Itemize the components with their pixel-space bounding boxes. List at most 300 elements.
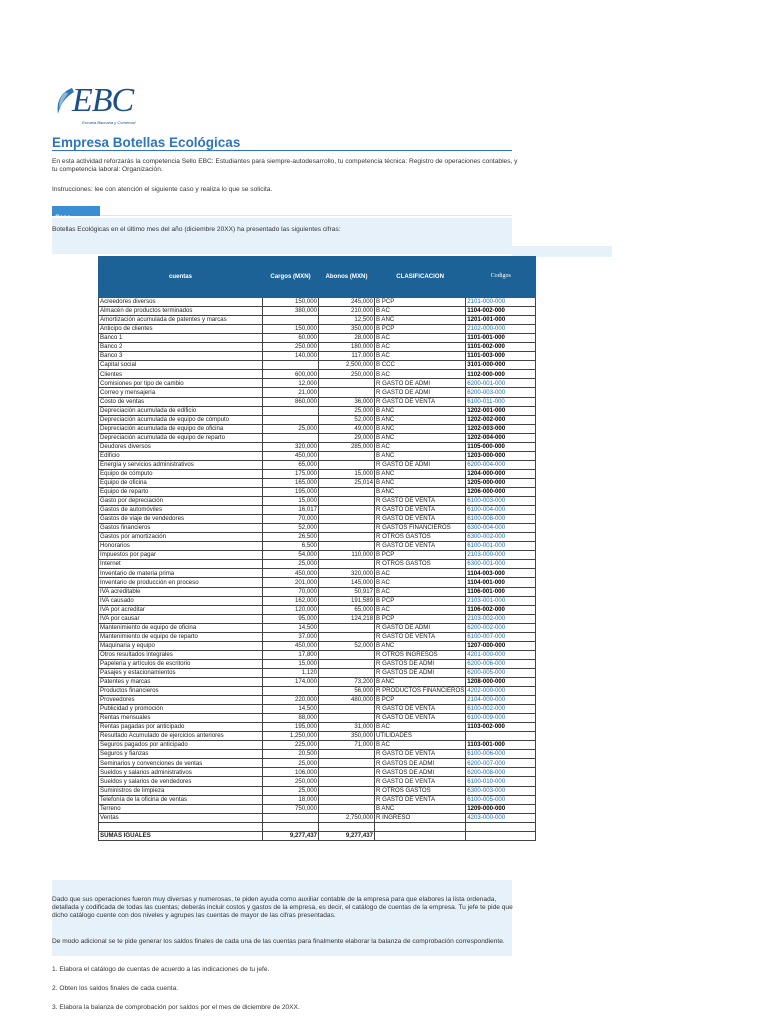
after-table-paragraph: Dado que sus operaciones fueron muy diversas y numerosas, te piden ayuda como auxiliar contable de la empresa para que elabores la lista ordenada, detallada y codificada de todas las cuentas; deberás incluir costos y gastos de la empresa, es decir, el catálogo de cuentas de la empresa. Tu jefe te pide que dicho catálogo cuente con dos niveles y agrupes las cuentas de mayor de las cifras presentadas. [52, 896, 513, 919]
table-row [99, 705, 536, 714]
cell-clasificacion: B ANC [375, 478, 466, 487]
cell-cuenta: Banco 3 [99, 352, 263, 361]
cell-codigo: 1104-001-000 [466, 578, 536, 587]
cell-codigo: 1102-000-000 [466, 370, 536, 379]
cell-abono: 210,000 [319, 307, 375, 316]
table-row [99, 551, 536, 560]
cell-codigo: 6100-011-000 [466, 397, 536, 406]
cell-abono: 52,000 [319, 415, 375, 424]
cell-cuenta: Internet [99, 560, 263, 569]
cell-clasificacion: B AC [375, 605, 466, 614]
table-row [99, 732, 536, 741]
cell-cuenta: Patentes y marcas [99, 677, 263, 686]
cell-abono: 71,000 [319, 741, 375, 750]
table-row [99, 370, 536, 379]
cell-clasificacion: B ANC [375, 424, 466, 433]
cell-codigo: 6300-002-000 [466, 533, 536, 542]
cell-cuenta: Gasto por depreciación [99, 497, 263, 506]
cell-cuenta: Acreedores diversos [99, 298, 263, 307]
cell-clasificacion: R GASTO DE VENTA [375, 777, 466, 786]
cell-codigo: 1101-003-000 [466, 352, 536, 361]
cell-abono: 73,200 [319, 677, 375, 686]
cell-abono [319, 650, 375, 659]
cell-codigo: 1106-002-000 [466, 605, 536, 614]
cell-cargo: 860,000 [263, 397, 319, 406]
cell-clasificacion: B PCP [375, 614, 466, 623]
header-codigos: Codigos [466, 257, 536, 298]
cell-codigo: 6200-008-000 [466, 768, 536, 777]
cell-cuenta: Deudores diversos [99, 442, 263, 451]
cell-cargo: 12,000 [263, 379, 319, 388]
cell-cuenta: IVA por acreditar [99, 605, 263, 614]
cell-cargo: 140,000 [263, 352, 319, 361]
cell-abono [319, 668, 375, 677]
cell-abono: 191,589 [319, 596, 375, 605]
cell-cargo: 25,000 [263, 759, 319, 768]
cell-clasificacion: B PCP [375, 298, 466, 307]
cell-codigo: 1202-003-000 [466, 424, 536, 433]
cell-abono: 320,000 [319, 569, 375, 578]
table-row [99, 804, 536, 813]
cell-abono: 15,000 [319, 469, 375, 478]
table-row [99, 569, 536, 578]
cell-clasificacion: B AC [375, 307, 466, 316]
cell-abono: 245,000 [319, 298, 375, 307]
cell-abono: 180,000 [319, 343, 375, 352]
cell-clasificacion: R GASTO DE ADMI [375, 623, 466, 632]
cell-abono: 65,000 [319, 605, 375, 614]
totals-row [99, 831, 536, 840]
cell-abono [319, 379, 375, 388]
cell-abono [319, 524, 375, 533]
cell-abono [319, 623, 375, 632]
table-row [99, 650, 536, 659]
table-row [99, 451, 536, 460]
cell-cuenta: Seminarios y convenciones de ventas [99, 759, 263, 768]
cell-clasificacion: R GASTO DE ADMI [375, 460, 466, 469]
table-row [99, 469, 536, 478]
table-spacer-row [99, 822, 536, 831]
cell-abono: 29,000 [319, 433, 375, 442]
cell-clasificacion: R GASTO DE VENTA [375, 497, 466, 506]
cell-abono: 25,000 [319, 406, 375, 415]
cell-clasificacion: B AC [375, 370, 466, 379]
table-row [99, 659, 536, 668]
table-row [99, 334, 536, 343]
cell-cuenta: IVA por causar [99, 614, 263, 623]
instructions-paragraph: Instrucciones: lee con atención el siguiente caso y realiza lo que se solicita. [52, 186, 273, 193]
cell-cuenta: Inventario de materia prima [99, 569, 263, 578]
cell-clasificacion: B AC [375, 578, 466, 587]
cell-abono: 117,000 [319, 352, 375, 361]
header-cuentas: cuentas [99, 257, 263, 298]
cell-cuenta: Depreciación acumulada de edificio [99, 406, 263, 415]
cell-abono: 110,000 [319, 551, 375, 560]
cell-codigo: 1204-000-000 [466, 469, 536, 478]
cell-clasificacion: B PCP [375, 696, 466, 705]
total-cargos: 9,277,437 [263, 831, 319, 840]
cell-cargo [263, 406, 319, 415]
cell-codigo: 6200-004-000 [466, 460, 536, 469]
cell-abono: 36,000 [319, 397, 375, 406]
cell-clasificacion: R GASTO DE VENTA [375, 515, 466, 524]
cell-clasificacion: R INGRESO [375, 813, 466, 822]
cell-cargo: 1,120 [263, 668, 319, 677]
cell-cuenta: Banco 1 [99, 334, 263, 343]
cell-codigo: 4202-000-000 [466, 687, 536, 696]
cell-cuenta: Gastos financieros [99, 524, 263, 533]
total-abonos: 9,277,437 [319, 831, 375, 840]
cell-cuenta: Comisiones por tipo de cambio [99, 379, 263, 388]
table-row [99, 442, 536, 451]
cell-abono [319, 487, 375, 496]
cell-codigo: 6100-008-000 [466, 515, 536, 524]
cell-codigo: 1101-001-000 [466, 334, 536, 343]
cell-codigo [466, 732, 536, 741]
cell-codigo: 1205-000-000 [466, 478, 536, 487]
table-row [99, 506, 536, 515]
cell-cargo: 60,000 [263, 334, 319, 343]
cell-cuenta: Gastos de automóviles [99, 506, 263, 515]
cell-codigo: 6100-001-000 [466, 542, 536, 551]
cell-cuenta: Mantenimiento de equipo de reparto [99, 632, 263, 641]
cell-clasificacion: R PRODUCTOS FINANCIEROS [376, 687, 465, 695]
cell-clasificacion: B ANC [375, 316, 466, 325]
cell-cargo: 750,000 [263, 804, 319, 813]
cell-codigo: 1106-001-000 [466, 587, 536, 596]
page-title: Empresa Botellas Ecológicas [52, 135, 241, 150]
cell-codigo: 2103-000-000 [466, 551, 536, 560]
cell-clasificacion: B AC [375, 741, 466, 750]
cell-cargo [263, 813, 319, 822]
cell-cargo: 95,000 [263, 614, 319, 623]
cell-codigo: 1101-002-000 [466, 343, 536, 352]
cell-cargo: 18,000 [263, 795, 319, 804]
header-clasificacion: CLASIFICACION [375, 257, 466, 298]
table-row [99, 497, 536, 506]
cell-cargo: 225,000 [263, 741, 319, 750]
table-row [99, 560, 536, 569]
table-row [99, 515, 536, 524]
table-row [99, 316, 536, 325]
cell-clasificacion: R GASTO DE VENTA [375, 705, 466, 714]
cell-cuenta: Sueldos y salarios administrativos [99, 768, 263, 777]
ebc-logo [52, 82, 172, 128]
cell-cargo: 120,000 [263, 605, 319, 614]
cell-clasificacion: B ANC [375, 469, 466, 478]
cell-cuenta: Energía y servicios administrativos [99, 460, 263, 469]
cell-clasificacion: B ANC [375, 415, 466, 424]
cell-cargo: 25,000 [263, 424, 319, 433]
cell-abono [319, 506, 375, 515]
cell-clasificacion: B AC [375, 587, 466, 596]
cell-codigo: 6200-007-000 [466, 759, 536, 768]
cell-codigo: 6200-002-000 [466, 623, 536, 632]
cell-cargo: 195,000 [263, 723, 319, 732]
cell-cargo: 26,500 [263, 533, 319, 542]
table-row [99, 424, 536, 433]
cell-abono: 250,000 [319, 370, 375, 379]
cell-codigo: 6300-004-000 [466, 524, 536, 533]
table-row [99, 596, 536, 605]
case-band [52, 218, 512, 254]
cell-abono [319, 714, 375, 723]
cell-abono: 49,000 [319, 424, 375, 433]
spacer-cell [263, 822, 319, 831]
caso-divider [100, 215, 512, 216]
cell-cuenta: Banco 2 [99, 343, 263, 352]
cell-codigo: 1202-002-000 [466, 415, 536, 424]
cell-cargo: 88,000 [263, 714, 319, 723]
header-abonos: Abonos (MXN) [319, 257, 375, 298]
cell-abono [319, 786, 375, 795]
cell-cargo: 320,000 [263, 442, 319, 451]
table-row [99, 605, 536, 614]
cell-cuenta: Resultado Acumulado de ejercicios anteriores [99, 732, 263, 741]
cell-cargo: 14,500 [263, 623, 319, 632]
cell-codigo: 1104-002-000 [466, 307, 536, 316]
cell-abono [319, 497, 375, 506]
table-row [99, 578, 536, 587]
cell-abono [319, 451, 375, 460]
cell-cargo [263, 361, 319, 370]
cell-abono: 2,500,000 [319, 361, 375, 370]
spacer-cell [99, 822, 263, 831]
cell-cuenta: Terreno [99, 804, 263, 813]
cell-codigo: 2102-000-000 [466, 325, 536, 334]
cell-cuenta: Maquinaria y equipo [99, 641, 263, 650]
cell-cuenta: Depreciación acumulada de equipo de reparto [99, 433, 263, 442]
cell-cargo: 25,000 [263, 560, 319, 569]
cell-cuenta: Capital social [99, 361, 263, 370]
header-cargos: Cargos (MXN) [263, 257, 319, 298]
table-row [99, 361, 536, 370]
cell-abono [319, 460, 375, 469]
cell-abono [319, 795, 375, 804]
cell-codigo: 6100-009-000 [466, 714, 536, 723]
cell-clasificacion: B ANC [375, 641, 466, 650]
cell-clasificacion: B AC [375, 352, 466, 361]
cell-codigo: 3101-000-000 [466, 361, 536, 370]
cell-cargo: 70,000 [263, 587, 319, 596]
table-row [99, 298, 536, 307]
cell-cargo [263, 316, 319, 325]
cell-clasificacion: B PCP [375, 551, 466, 560]
cell-abono [319, 804, 375, 813]
cell-cargo: 6,500 [263, 542, 319, 551]
cell-abono [319, 388, 375, 397]
cell-cuenta: Rentas pagadas por anticipado [99, 723, 263, 732]
spacer-cell [375, 822, 466, 831]
cell-codigo: 4201-000-000 [466, 650, 536, 659]
table-row [99, 415, 536, 424]
logo-tagline: Escuela Bancaria y Comercial [82, 120, 136, 125]
total-empty [466, 831, 536, 840]
cell-abono: 25,014 [319, 478, 375, 487]
cell-cuenta: Amortización acumulada de patentes y marcas [99, 316, 263, 325]
cell-cargo: 20,500 [263, 750, 319, 759]
cell-clasificacion: R OTROS INGRESOS [375, 650, 466, 659]
cell-clasificacion: UTILIDADES [375, 732, 466, 741]
cell-cuenta: Edificio [99, 451, 263, 460]
cell-cuenta: Seguros y fianzas [99, 750, 263, 759]
cell-cargo: 16,017 [263, 506, 319, 515]
intro-paragraph: En esta actividad reforzarás la competencia Sello EBC: Estudiantes para siempre-autodesarrollo, tu competencia técnica: Registro de operaciones contables, y tu competencia laboral: Organización. [52, 158, 518, 173]
table-row [99, 813, 536, 822]
cell-clasificacion: B ANC [375, 451, 466, 460]
cell-codigo: 1105-000-000 [466, 442, 536, 451]
table-row [99, 723, 536, 732]
table-row [99, 614, 536, 623]
cell-abono: 56,000 [319, 687, 375, 696]
cell-cargo: 65,000 [263, 460, 319, 469]
cell-clasificacion: B ANC [375, 433, 466, 442]
cell-clasificacion: B AC [375, 723, 466, 732]
cell-cuenta: Costo de ventas [99, 397, 263, 406]
cell-cuenta: Anticipo de clientes [99, 325, 263, 334]
cell-cargo: 54,000 [263, 551, 319, 560]
table-row [99, 668, 536, 677]
cell-cargo: 106,000 [263, 768, 319, 777]
cell-abono: 28,000 [319, 334, 375, 343]
cell-cargo: 450,000 [263, 569, 319, 578]
cell-codigo: 4203-000-000 [466, 813, 536, 822]
cell-clasificacion: B AC [375, 334, 466, 343]
cell-codigo: 2101-000-000 [466, 298, 536, 307]
total-empty [375, 831, 466, 840]
cell-abono: 12,500 [319, 316, 375, 325]
logo-name: EBC [72, 82, 134, 119]
table-row [99, 352, 536, 361]
accounts-table [98, 256, 536, 841]
cell-abono: 285,000 [319, 442, 375, 451]
cell-cargo: 450,000 [263, 451, 319, 460]
cell-cuenta: Rentas mensuales [99, 714, 263, 723]
cell-codigo: 1207-000-000 [466, 641, 536, 650]
cell-cargo: 175,000 [263, 469, 319, 478]
cell-cargo: 600,000 [263, 370, 319, 379]
cell-cargo: 15,000 [263, 497, 319, 506]
title-divider [52, 150, 512, 151]
cell-codigo: 2103-001-000 [466, 596, 536, 605]
cell-clasificacion: B PCP [375, 325, 466, 334]
task-item: 2. Obten los saldos finales de cada cuenta. [52, 985, 179, 992]
table-row [99, 741, 536, 750]
table-row [99, 777, 536, 786]
cell-abono [319, 705, 375, 714]
cell-clasificacion: R GASTO DE ADMI [375, 388, 466, 397]
cell-cuenta: Pasajes y estacionamientos [99, 668, 263, 677]
cell-codigo: 6300-003-000 [466, 786, 536, 795]
cell-codigo: 6100-010-000 [466, 777, 536, 786]
cell-cuenta: Equipo de oficina [99, 478, 263, 487]
cell-clasificacion: R GASTOS DE ADMI [375, 768, 466, 777]
cell-codigo: 6100-005-000 [466, 795, 536, 804]
cell-clasificacion: R OTROS GASTOS [375, 533, 466, 542]
cell-cuenta: IVA causado [99, 596, 263, 605]
cell-abono [319, 659, 375, 668]
cell-cargo: 174,000 [263, 677, 319, 686]
cell-cuenta: Proveedores [99, 696, 263, 705]
cell-clasificacion: B AC [375, 343, 466, 352]
cell-cuenta: Sueldos y salarios de vendedores [99, 777, 263, 786]
cell-abono: 145,000 [319, 578, 375, 587]
cell-clasificacion: R GASTO DE VENTA [375, 795, 466, 804]
cell-abono: 350,000 [319, 325, 375, 334]
cell-clasificacion: R GASTO DE VENTA [375, 397, 466, 406]
cell-clasificacion: R GASTO DE VENTA [375, 506, 466, 515]
cell-cuenta: Correo y mensajería [99, 388, 263, 397]
cell-cuenta: Depreciación acumulada de equipo de oficina [99, 424, 263, 433]
cell-cargo: 70,000 [263, 515, 319, 524]
cell-abono: 124,218 [319, 614, 375, 623]
cell-cargo: 195,000 [263, 487, 319, 496]
table-row [99, 307, 536, 316]
cell-clasificacion: B PCP [375, 596, 466, 605]
cell-clasificacion: B AC [375, 569, 466, 578]
cell-cuenta: Otros resultados integrales [99, 650, 263, 659]
cell-cargo: 52,000 [263, 524, 319, 533]
table-row [99, 768, 536, 777]
cell-cuenta: Mantenimiento de equipo de oficina [99, 623, 263, 632]
table-row [99, 587, 536, 596]
table-row [99, 677, 536, 686]
cell-abono: 31,000 [319, 723, 375, 732]
cell-clasificacion: B ANC [375, 804, 466, 813]
cell-cargo: 150,000 [263, 325, 319, 334]
cell-codigo: 6200-005-000 [466, 668, 536, 677]
cell-cuenta: IVA acreditable [99, 587, 263, 596]
cell-cargo [263, 687, 319, 696]
spacer-cell [319, 822, 375, 831]
cell-abono [319, 759, 375, 768]
cell-cuenta: Depreciación acumulada de equipo de cómputo [99, 415, 263, 424]
cell-cuenta: Papelería y artículos de escritorio [99, 659, 263, 668]
table-row [99, 687, 536, 696]
cell-cargo: 14,500 [263, 705, 319, 714]
cell-cargo: 201,000 [263, 578, 319, 587]
cell-cuenta: Almacén de productos terminados [99, 307, 263, 316]
cell-cargo: 21,000 [263, 388, 319, 397]
table-row [99, 379, 536, 388]
table-row [99, 343, 536, 352]
cell-abono [319, 632, 375, 641]
cell-codigo: 2104-000-000 [466, 696, 536, 705]
cell-abono: 480,000 [319, 696, 375, 705]
cell-clasificacion: R GASTO DE VENTA [375, 714, 466, 723]
cell-abono [319, 750, 375, 759]
task-item: 1. Elabora el catálogo de cuentas de acuerdo a las indicaciones de tu jefe. [52, 966, 270, 973]
cell-cuenta: Impuestos por pagar [99, 551, 263, 560]
cell-abono [319, 768, 375, 777]
cell-abono [319, 777, 375, 786]
cell-codigo: 6200-001-000 [466, 379, 536, 388]
cell-clasificacion: R OTROS GASTOS [375, 560, 466, 569]
spacer-cell [466, 822, 536, 831]
cell-codigo: 1103-002-000 [466, 723, 536, 732]
cell-cuenta: Gastos por amortización [99, 533, 263, 542]
cell-cuenta: Clientes [99, 370, 263, 379]
table-row [99, 460, 536, 469]
cell-cuenta: Honorarios [99, 542, 263, 551]
cell-codigo: 2103-002-000 [466, 614, 536, 623]
table-row [99, 397, 536, 406]
cell-cuenta: Publicidad y promoción [99, 705, 263, 714]
cell-clasificacion: R GASTO DE VENTA [375, 542, 466, 551]
cell-cuenta: Equipo de cómputo [99, 469, 263, 478]
cell-cargo: 37,000 [263, 632, 319, 641]
table-row [99, 696, 536, 705]
